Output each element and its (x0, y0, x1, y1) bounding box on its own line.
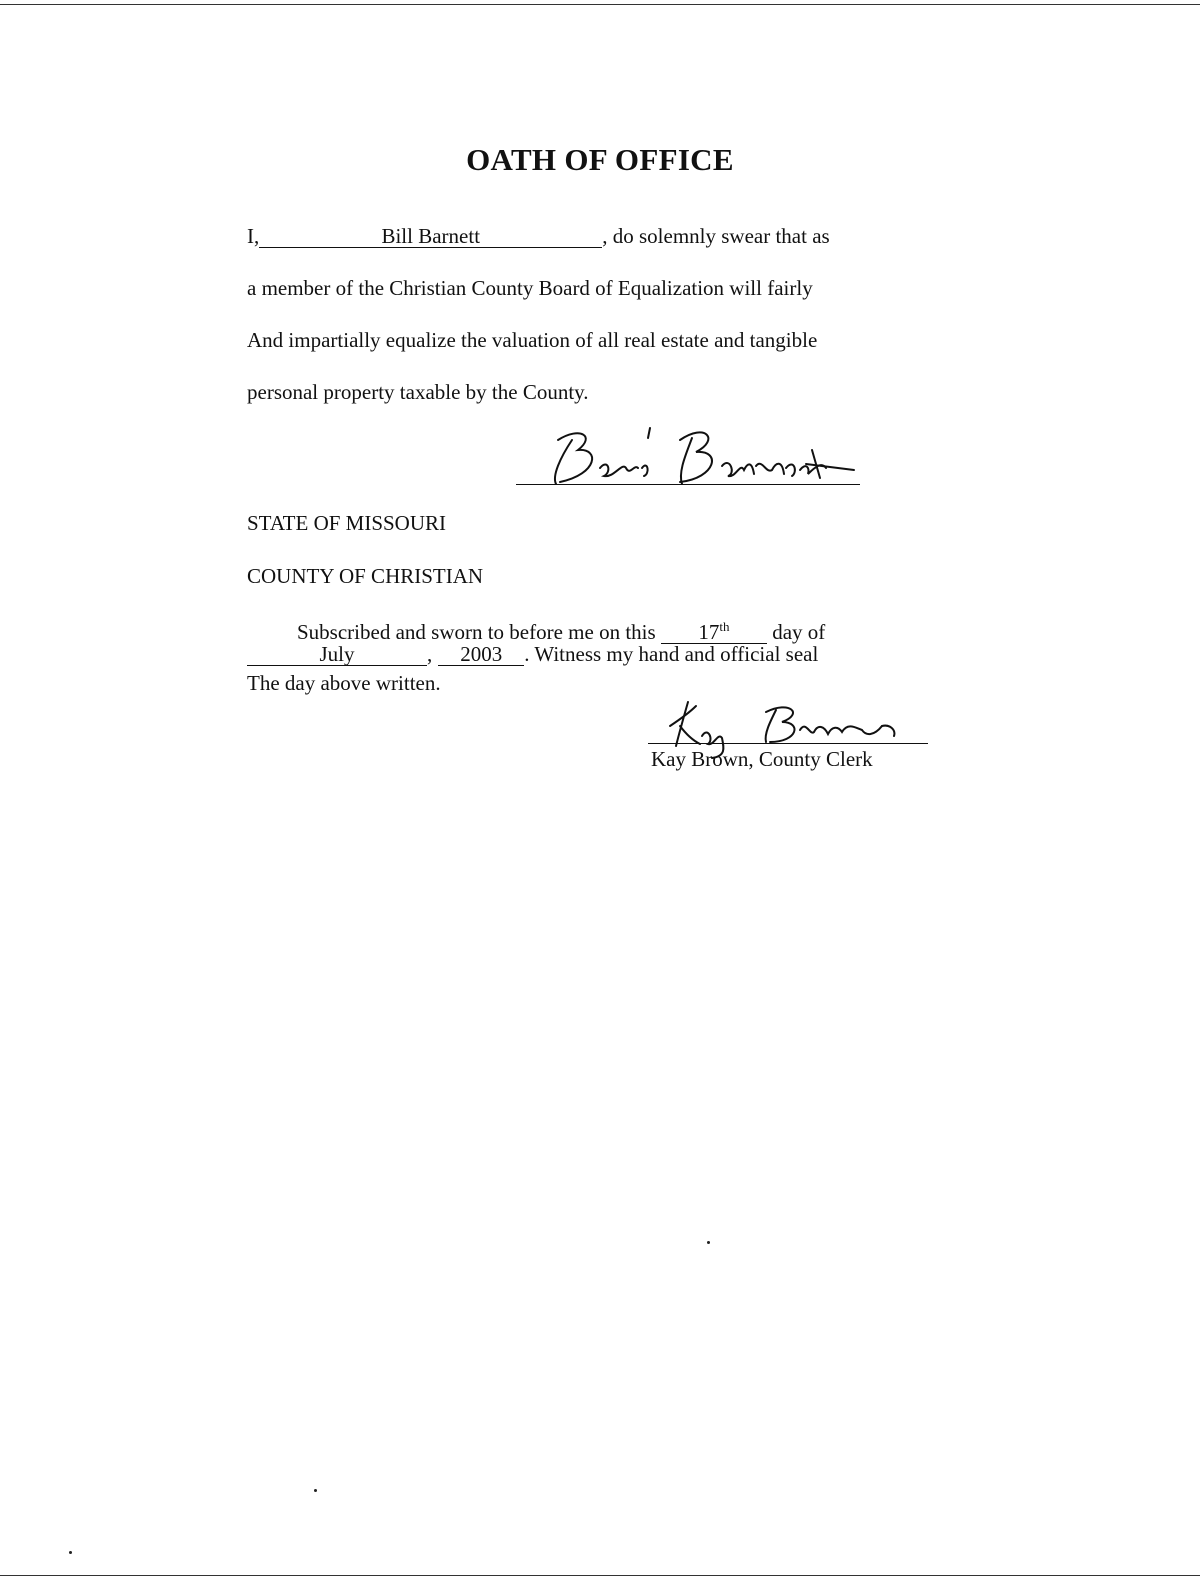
scan-speck (69, 1551, 72, 1554)
jurat-year-field (438, 643, 524, 666)
affiant-name: Bill Barnett (381, 224, 481, 248)
jurat-line-3: The day above written. (247, 671, 441, 695)
clerk-signature-line (648, 743, 928, 744)
jurat-separator: , (427, 642, 433, 666)
jurat-line-2 (247, 642, 818, 667)
jurat-day: 17 (698, 620, 720, 644)
jurat-text-2: day of (772, 620, 826, 644)
state-line: STATE OF MISSOURI (247, 511, 447, 535)
jurat-day-field (661, 616, 767, 644)
clerk-title: Kay Brown, County Clerk (651, 747, 873, 771)
jurat-month: July (319, 642, 355, 666)
scan-speck (707, 1241, 710, 1244)
jurat-text-3: . Witness my hand and official seal (524, 642, 819, 666)
affiant-name-field (259, 225, 602, 248)
document-title: OATH OF OFFICE (466, 142, 734, 177)
jurat-text-1: Subscribed and sworn to before me on this (297, 620, 656, 644)
jurat-line-1 (297, 616, 825, 645)
oath-line-1 (247, 224, 830, 249)
scan-speck (314, 1489, 317, 1492)
scan-edge-bottom (0, 1575, 1200, 1576)
jurat-year: 2003 (460, 642, 503, 666)
oath-line-3: And impartially equalize the valuation of all real estate and tangible (247, 328, 818, 352)
jurat-day-suffix: th (719, 619, 730, 634)
scan-edge-top (0, 4, 1200, 5)
affiant-signature-line (516, 484, 860, 485)
jurat-month-field (247, 643, 427, 666)
oath-line-2: a member of the Christian County Board of Equalization will fairly (247, 276, 813, 300)
county-line: COUNTY OF CHRISTIAN (247, 564, 484, 588)
oath-prefix: I, (247, 224, 260, 248)
oath-line-1-rest: , do solemnly swear that as (602, 224, 830, 248)
oath-line-4: personal property taxable by the County. (247, 380, 589, 404)
affiant-signature (530, 418, 870, 490)
